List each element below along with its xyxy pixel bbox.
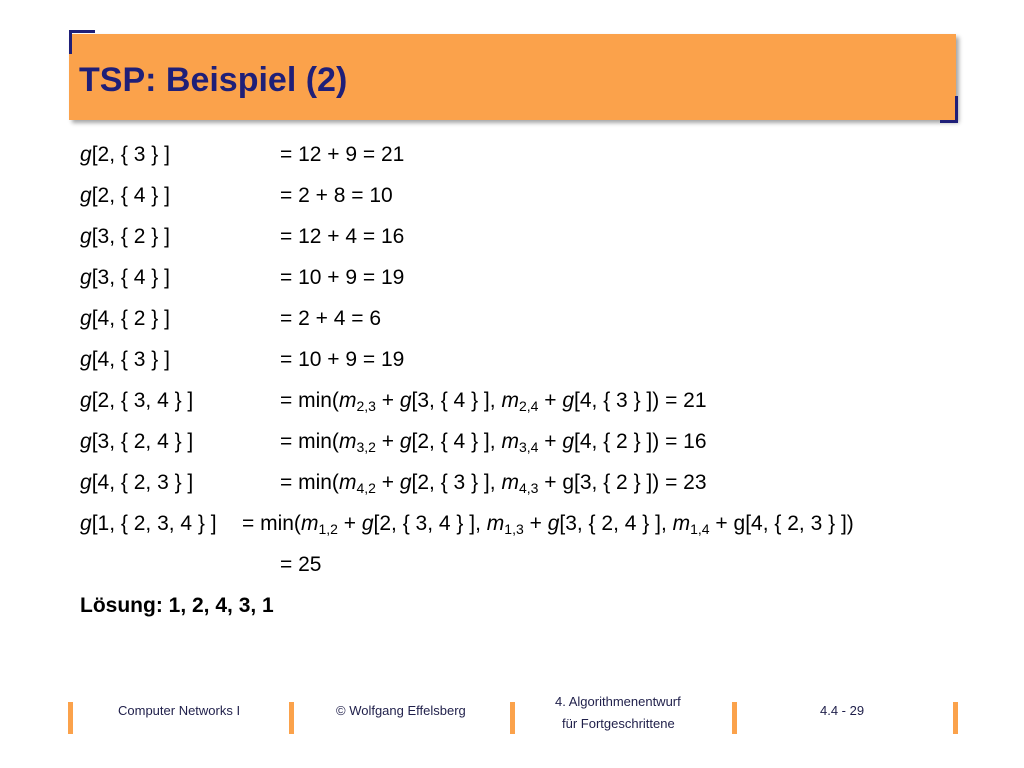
equation-lhs bbox=[80, 265, 170, 291]
expression-text: [2, { 4 } ], bbox=[411, 430, 502, 453]
expression-text: + g[3, { 2 } ]) = 23 bbox=[538, 471, 707, 494]
footer-course: Computer Networks I bbox=[118, 703, 241, 718]
equation-rhs: = 2 + 4 = 6 bbox=[280, 307, 382, 330]
function-symbol: g bbox=[80, 430, 92, 453]
equation-lhs bbox=[80, 306, 170, 332]
footer-separator bbox=[953, 702, 958, 734]
footer-chapter-line2: für Fortgeschrittene bbox=[562, 716, 675, 731]
variable: g bbox=[562, 389, 575, 412]
equation-lhs-args: [4, { 2 } ] bbox=[91, 307, 170, 330]
equation-rhs bbox=[280, 388, 707, 414]
variable: m bbox=[501, 430, 519, 453]
expression-text: + g[4, { 2, 3 } ]) bbox=[709, 512, 854, 535]
footer-separator bbox=[68, 702, 73, 734]
expression-text: [2, { 3 } ], bbox=[411, 471, 502, 494]
subscript: 3,2 bbox=[356, 439, 376, 455]
equation-lhs-args: [1, { 2, 3, 4 } ] bbox=[91, 512, 217, 535]
function-symbol: g bbox=[80, 471, 92, 494]
equation-lhs-args: [3, { 4 } ] bbox=[91, 266, 170, 289]
equation-lhs-args: [2, { 3 } ] bbox=[91, 143, 170, 166]
footer-separator bbox=[510, 702, 515, 734]
variable: g bbox=[562, 430, 575, 453]
footer-separator bbox=[289, 702, 294, 734]
variable: g bbox=[399, 389, 412, 412]
expression-text: = min( bbox=[242, 512, 301, 535]
expression-text: = min( bbox=[280, 430, 339, 453]
function-symbol: g bbox=[80, 512, 92, 535]
expression-text: + bbox=[375, 430, 400, 453]
expression-text: + bbox=[375, 389, 400, 412]
subscript: 2,3 bbox=[356, 398, 376, 414]
subscript: 4,2 bbox=[356, 480, 376, 496]
equation-lhs bbox=[80, 470, 193, 496]
title-bar bbox=[69, 34, 956, 120]
equation-lhs-args: [4, { 3 } ] bbox=[91, 348, 170, 371]
function-symbol: g bbox=[80, 307, 92, 330]
expression-text: + bbox=[538, 430, 563, 453]
equation-rhs: = 2 + 8 = 10 bbox=[280, 184, 393, 207]
footer-page-number: 4.4 - 29 bbox=[820, 703, 865, 718]
subscript: 1,2 bbox=[318, 521, 338, 537]
footer-chapter-line1: 4. Algorithmenentwurf bbox=[555, 694, 681, 709]
equation-lhs bbox=[80, 511, 217, 537]
function-symbol: g bbox=[80, 348, 92, 371]
footer-author: © Wolfgang Effelsberg bbox=[336, 703, 466, 718]
subscript: 1,4 bbox=[690, 521, 710, 537]
variable: m bbox=[672, 512, 691, 535]
subscript: 3,4 bbox=[518, 439, 539, 455]
subscript: 1,3 bbox=[504, 521, 524, 537]
variable: g bbox=[547, 512, 560, 535]
equation-lhs bbox=[80, 347, 170, 373]
variable: g bbox=[361, 512, 374, 535]
expression-text: [2, { 3, 4 } ], bbox=[373, 512, 487, 535]
expression-text: + bbox=[337, 512, 362, 535]
footer-separator bbox=[732, 702, 737, 734]
equation-rhs bbox=[280, 429, 707, 455]
variable: m bbox=[501, 389, 519, 412]
variable: m bbox=[501, 471, 519, 494]
expression-text: [4, { 2 } ]) = 16 bbox=[574, 430, 707, 453]
expression-text: [3, { 2, 4 } ], bbox=[559, 512, 673, 535]
variable: m bbox=[338, 471, 357, 494]
expression-text: + bbox=[523, 512, 548, 535]
solution: Lösung: 1, 2, 4, 3, 1 bbox=[80, 594, 274, 617]
variable: m bbox=[486, 512, 505, 535]
function-symbol: g bbox=[80, 184, 92, 207]
equation-rhs: = 10 + 9 = 19 bbox=[280, 266, 405, 289]
function-symbol: g bbox=[80, 266, 92, 289]
equation-lhs bbox=[80, 183, 170, 209]
equation-lhs bbox=[80, 429, 193, 455]
expression-text: [3, { 4 } ], bbox=[411, 389, 502, 412]
equation-rhs: = 12 + 9 = 21 bbox=[280, 143, 405, 166]
function-symbol: g bbox=[80, 225, 92, 248]
equation-lhs-args: [4, { 2, 3 } ] bbox=[91, 471, 194, 494]
expression-text: + bbox=[375, 471, 400, 494]
variable: g bbox=[399, 430, 412, 453]
variable: m bbox=[300, 512, 319, 535]
variable: m bbox=[338, 430, 357, 453]
equation-lhs bbox=[80, 388, 193, 414]
equation-rhs bbox=[242, 511, 854, 537]
equation-lhs bbox=[80, 142, 170, 168]
expression-text: = min( bbox=[280, 389, 339, 412]
expression-text: = min( bbox=[280, 471, 339, 494]
variable: g bbox=[399, 471, 412, 494]
equation-lhs bbox=[80, 224, 170, 250]
equation-lhs-args: [3, { 2 } ] bbox=[91, 225, 170, 248]
equation-rhs bbox=[280, 470, 707, 496]
equation-lhs-args: [3, { 2, 4 } ] bbox=[91, 430, 194, 453]
subscript: 4,3 bbox=[518, 480, 539, 496]
slide-title: TSP: Beispiel (2) bbox=[79, 61, 348, 99]
subscript: 2,4 bbox=[518, 398, 539, 414]
corner-top-left-v bbox=[69, 30, 72, 54]
function-symbol: g bbox=[80, 143, 92, 166]
equation-rhs: = 25 bbox=[280, 553, 322, 576]
expression-text: + bbox=[538, 389, 563, 412]
equation-rhs: = 10 + 9 = 19 bbox=[280, 348, 405, 371]
equation-lhs-args: [2, { 3, 4 } ] bbox=[91, 389, 194, 412]
corner-top-left-h bbox=[69, 30, 95, 33]
equation-lhs-args: [2, { 4 } ] bbox=[91, 184, 170, 207]
corner-bottom-right-v bbox=[955, 96, 958, 123]
equation-rhs: = 12 + 4 = 16 bbox=[280, 225, 405, 248]
function-symbol: g bbox=[80, 389, 92, 412]
variable: m bbox=[338, 389, 357, 412]
expression-text: [4, { 3 } ]) = 21 bbox=[574, 389, 707, 412]
